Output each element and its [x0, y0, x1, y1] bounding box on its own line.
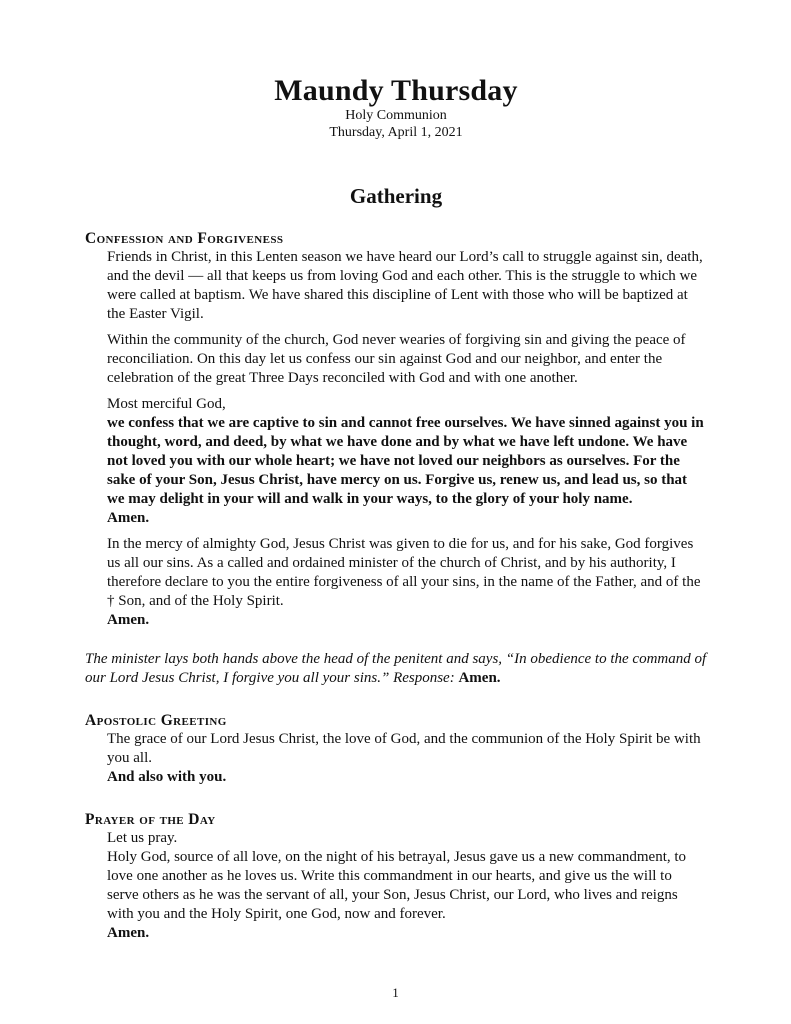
- text-run: In the mercy of almighty God, Jesus Christ was given to die for us, and for his sake, God forgives us all our sins. As a called and ordained minister of the church of Christ, and by his authority, I therefore declare to you the entire forgiveness of all your sins, in the name of the Father, and of the † Son, and of the Holy Spirit.: [107, 536, 701, 609]
- text-run: Friends in Christ, in this Lenten season we have heard our Lord’s call to struggle against sin, death, and the devil — all that keeps us from loving God and each other. This is the struggle to which we were called at baptism. We have shared this discipline of Lent with those who will be baptized at the Easter Vigil.: [107, 249, 703, 322]
- text-run: Amen.: [107, 925, 150, 941]
- text-run: Within the community of the church, God never wearies of forgiving sin and giving the peace of reconciliation. On this day let us confess our sin against God and our neighbor, and enter the celebration of the great Three Days reconciled with God and with one another.: [107, 332, 686, 386]
- section-heading-apostolic-greeting: Apostolic Greeting: [85, 712, 227, 729]
- document-date: Thursday, April 1, 2021: [329, 125, 463, 140]
- page-footer: [0, 983, 791, 1002]
- document-title: Maundy Thursday: [274, 74, 518, 107]
- invitation-paragraph-1: [107, 248, 707, 324]
- section-heading-prayer-of-the-day: Prayer of the Day: [85, 811, 216, 828]
- text-run: Amen.: [458, 670, 501, 686]
- document-subtitle: Holy Communion: [345, 108, 447, 123]
- invitation-paragraph-2: [107, 331, 707, 388]
- text-run: Amen.: [107, 510, 150, 526]
- minister-rubric: [85, 650, 707, 688]
- text-run: Amen.: [107, 612, 150, 628]
- liturgy-content: [85, 229, 707, 943]
- text-run: we confess that we are captive to sin and cannot free ourselves. We have sinned against you in thought, word, and deed, by what we have done and by what we have left undone. We have not loved you with our whole heart; we have not loved our neighbors as ourselves. For the sake of your Son, Jesus Christ, have mercy on us. Forgive us, renew us, and lead us, so that we may delight in your will and walk in your ways, to the glory of your holy name.: [107, 415, 704, 507]
- text-run: Let us pray.: [107, 830, 178, 846]
- absolution-paragraph: [107, 535, 707, 630]
- part-heading-gathering: Gathering: [349, 184, 443, 208]
- text-run: Holy God, source of all love, on the night of his betrayal, Jesus gave us a new commandment, to love one another as he loves us. Write this commandment in our hearts, and give us the will to serve others as he was the servant of all, your Son, Jesus Christ, our Lord, who lives and reigns with you and the Holy Spirit, one God, now and forever.: [107, 849, 687, 922]
- prayer-text: [107, 829, 707, 943]
- text-run: The minister lays both hands above the head of the penitent and says, “In obedience to the command of our Lord Jesus Christ, I forgive you all your sins.” Response:: [85, 651, 707, 686]
- document-header: [85, 74, 707, 141]
- page-number: 1: [392, 985, 399, 1000]
- text-run: The grace of our Lord Jesus Christ, the love of God, and the communion of the Holy Spirit be with you all.: [107, 731, 701, 766]
- text-run: Most merciful God,: [107, 396, 226, 412]
- section-heading-confession-and-forgiveness: Confession and Forgiveness: [85, 230, 284, 247]
- greeting-dialogue: [107, 730, 707, 787]
- confession-prayer: [107, 395, 707, 528]
- text-run: And also with you.: [107, 769, 227, 785]
